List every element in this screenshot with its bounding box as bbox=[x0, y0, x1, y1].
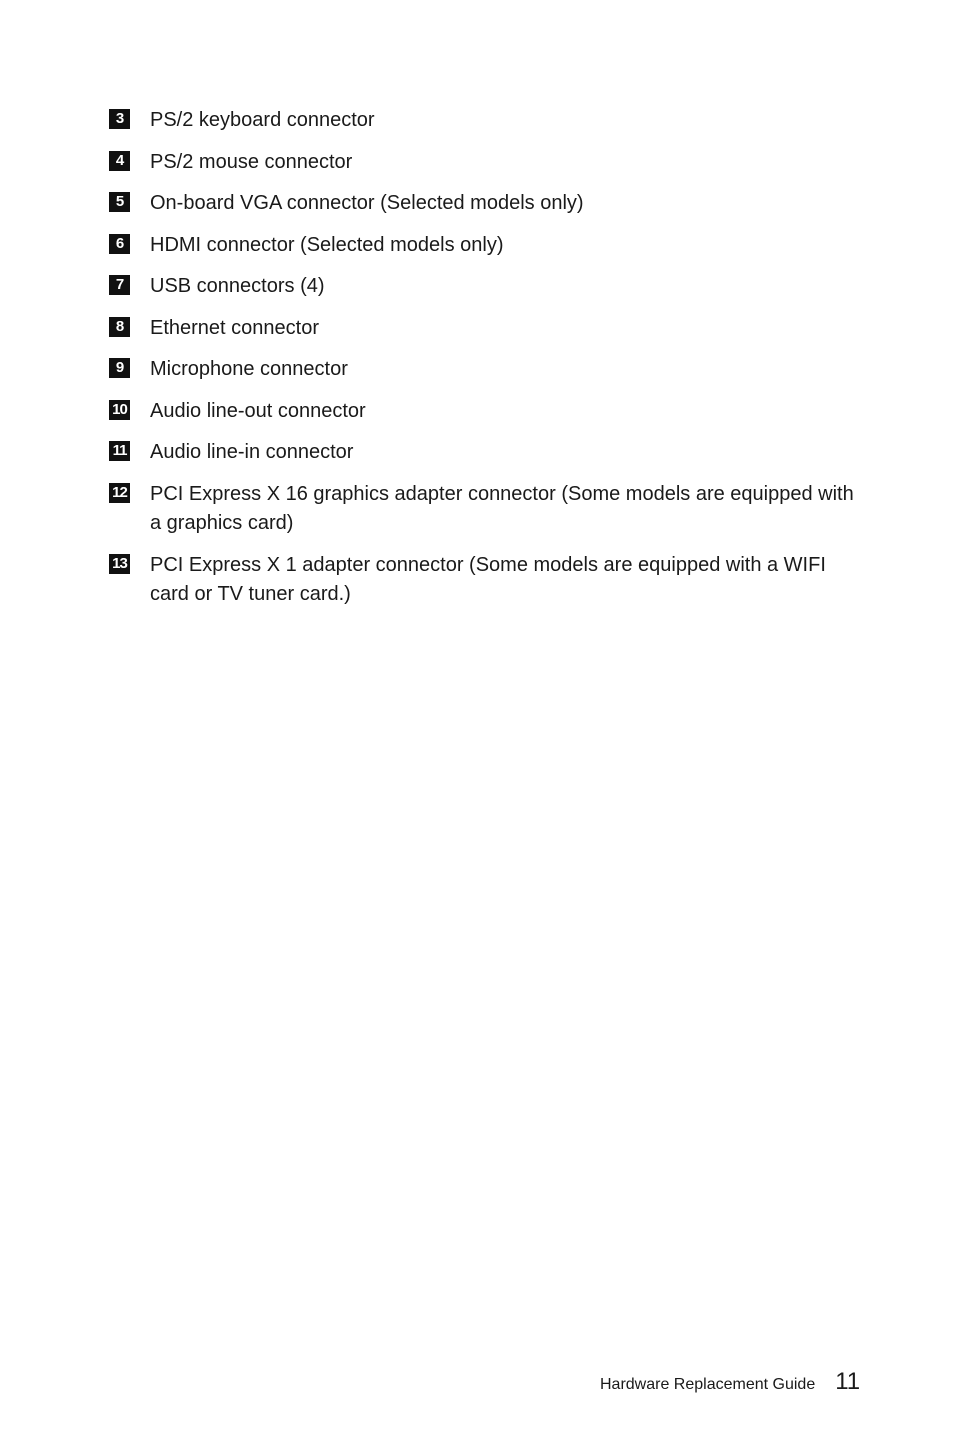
callout-number: 8 bbox=[109, 317, 130, 337]
connector-list bbox=[109, 106, 869, 622]
item-text: PS/2 mouse connector bbox=[150, 150, 353, 173]
list-item bbox=[109, 551, 869, 610]
item-text: HDMI connector (Selected models only) bbox=[150, 233, 504, 256]
list-item bbox=[109, 148, 869, 178]
callout-number: 9 bbox=[109, 358, 130, 378]
list-item bbox=[109, 189, 869, 219]
item-text: Microphone connector bbox=[150, 358, 348, 380]
document-title: Hardware Replacement Guide bbox=[600, 1376, 816, 1393]
callout-number: 3 bbox=[109, 109, 130, 129]
callout-number: 4 bbox=[109, 151, 130, 171]
callout-number: 11 bbox=[109, 441, 130, 461]
callout-number: 5 bbox=[109, 192, 130, 212]
list-item bbox=[109, 355, 869, 385]
list-item bbox=[109, 438, 869, 468]
page-number: 11 bbox=[835, 1368, 861, 1395]
list-item bbox=[109, 231, 869, 261]
callout-number: 6 bbox=[109, 234, 130, 254]
item-text: Ethernet connector bbox=[150, 316, 319, 339]
list-item bbox=[109, 397, 869, 427]
item-text: PCI Express X 1 adapter connector (Some models are equipped with a WIFI card or TV tuner card.) bbox=[150, 553, 826, 605]
callout-number: 10 bbox=[109, 400, 130, 420]
page-footer bbox=[600, 1368, 860, 1396]
item-text: Audio line-in connector bbox=[150, 441, 354, 463]
callout-number: 12 bbox=[109, 483, 130, 503]
list-item bbox=[109, 106, 869, 136]
list-item bbox=[109, 272, 869, 302]
item-text: PCI Express X 16 graphics adapter connector (Some models are equipped with a graphics card) bbox=[150, 482, 854, 534]
item-text: USB connectors (4) bbox=[150, 275, 325, 297]
callout-number: 7 bbox=[109, 275, 130, 295]
list-item bbox=[109, 314, 869, 344]
item-text: PS/2 keyboard connector bbox=[150, 109, 375, 131]
list-item bbox=[109, 480, 869, 539]
item-text: On-board VGA connector (Selected models only) bbox=[150, 192, 584, 214]
callout-number: 13 bbox=[109, 554, 130, 574]
item-text: Audio line-out connector bbox=[150, 399, 366, 422]
